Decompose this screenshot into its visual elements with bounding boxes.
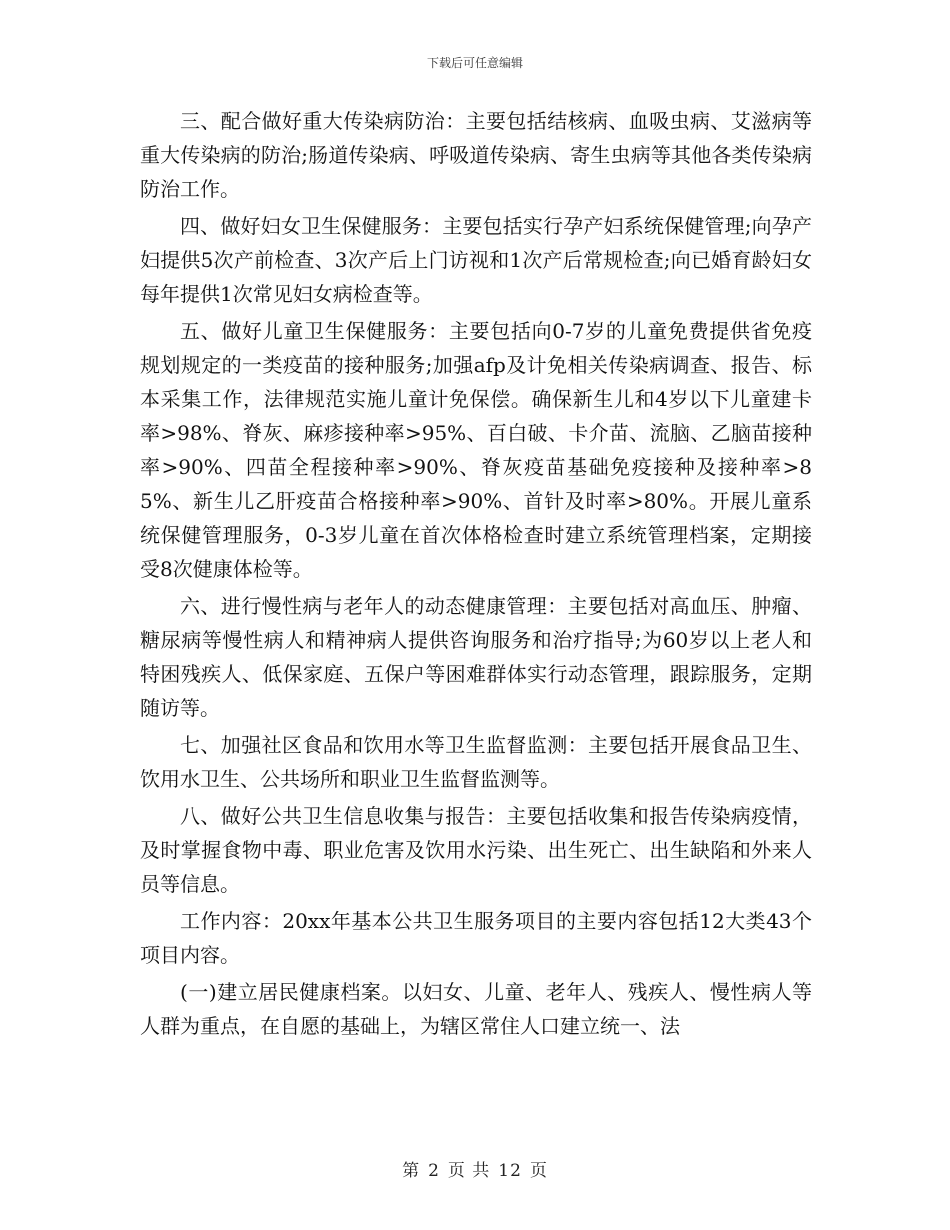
paragraph-work-content: 工作内容：20xx年基本公共卫生服务项目的主要内容包括12大类43个项目内容。 <box>140 909 812 967</box>
paragraph-6-chronic-disease: 六、进行慢性病与老年人的动态健康管理：主要包括对高血压、肿瘤、糖尿病等慢性病人和精神病人提供咨询服务和治疗指导;为60岁以上老人和特困残疾人、低保家庭、五保户等困难群体实行动态管理，跟踪服务，定期随访等。 <box>140 594 812 720</box>
paragraph-3-infectious-disease: 三、配合做好重大传染病防治：主要包括结核病、血吸虫病、艾滋病等重大传染病的防治;肠道传染病、呼吸道传染病、寄生虫病等其他各类传染病防治工作。 <box>140 109 812 201</box>
document-body <box>140 104 812 1043</box>
footer-middle: 页 共 <box>447 1161 491 1181</box>
page-header: 下载后可任意编辑 <box>426 56 523 70</box>
paragraph-5-child-health: 五、做好儿童卫生保健服务：主要包括向0-7岁的儿童免费提供省免疫规划规定的一类疫苗的接种服务;加强afp及计免相关传染病调查、报告、标本采集工作，法律规范实施儿童计免保偿。确保新生儿和4岁以下儿童建卡率>98%、脊灰、麻疹接种率>95%、百白破、卡介苗、流脑、乙脑苗接种率>90%、四苗全程接种率>90%、脊灰疫苗基础免疫接种及接种率>85%、新生儿乙肝疫苗合格接种率>90%、首针及时率>80%。开展儿童系统保健管理服务，0-3岁儿童在首次体格检查时建立系统管理档案，定期接受8次健康体检等。 <box>140 319 812 581</box>
paragraph-4-women-health: 四、做好妇女卫生保健服务：主要包括实行孕产妇系统保健管理;向孕产妇提供5次产前检查、3次产后上门访视和1次产后常规检查;向已婚育龄妇女每年提供1次常见妇女病检查等。 <box>140 214 812 306</box>
paragraph-7-food-water: 七、加强社区食品和饮用水等卫生监督监测：主要包括开展食品卫生、饮用水卫生、公共场所和职业卫生监督监测等。 <box>140 733 812 791</box>
page-footer <box>0 1156 950 1181</box>
paragraph-health-records: (一)建立居民健康档案。以妇女、儿童、老年人、残疾人、慢性病人等人群为重点，在自愿的基础上，为辖区常住人口建立统一、法 <box>140 980 812 1038</box>
footer-prefix: 第 <box>402 1161 421 1181</box>
footer-page-number: 2 <box>428 1161 440 1181</box>
footer-total-pages: 12 <box>498 1161 522 1181</box>
footer-suffix: 页 <box>529 1161 548 1181</box>
paragraph-8-information: 八、做好公共卫生信息收集与报告：主要包括收集和报告传染病疫情，及时掌握食物中毒、职业危害及饮用水污染、出生死亡、出生缺陷和外来人员等信息。 <box>140 804 812 896</box>
